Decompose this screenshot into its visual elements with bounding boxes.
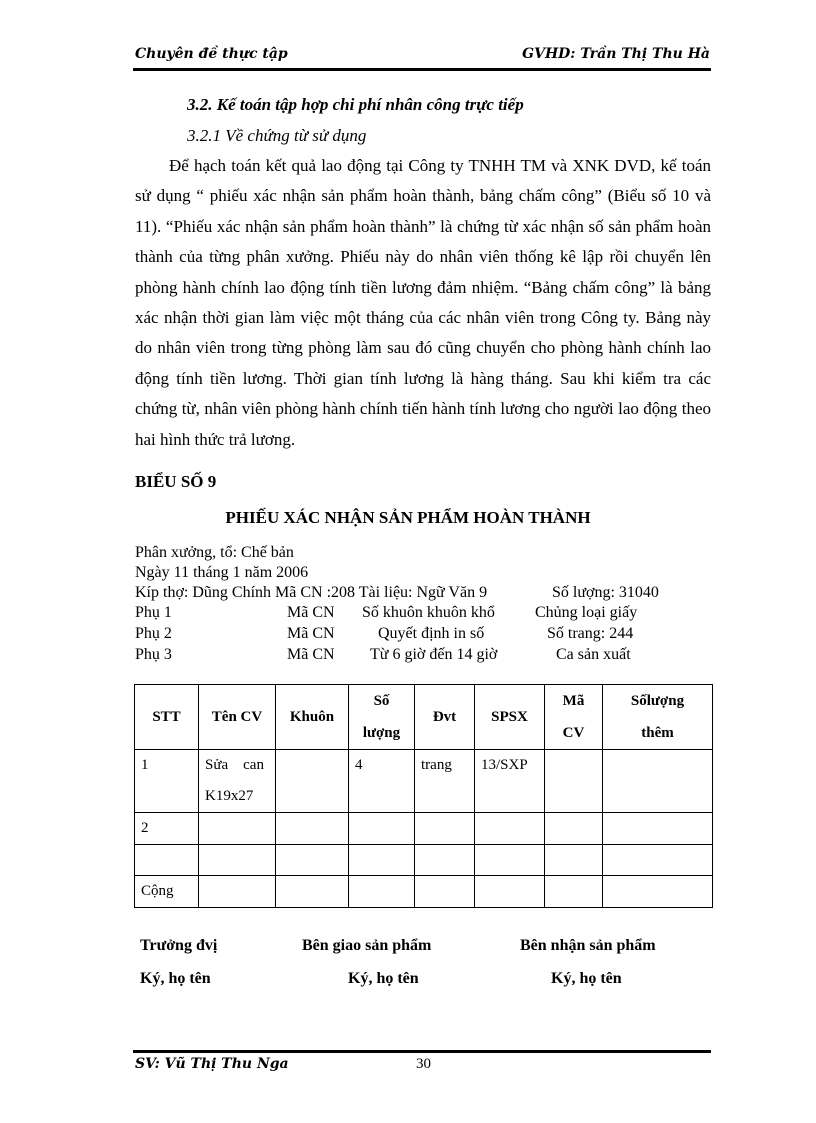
helper-2-col1: Quyết định in số — [378, 625, 485, 642]
row1-ten-cv-line2: K19x27 — [205, 788, 254, 804]
helper-1-code: Mã CN — [287, 604, 335, 621]
workshop-line: Phân xưởng, tổ: Chế bản — [135, 544, 294, 561]
table-total-row — [135, 876, 713, 908]
table-row — [135, 813, 713, 845]
row2-stt: 2 — [135, 813, 199, 845]
header-ma-cv-line2: CV — [562, 725, 585, 741]
helper-3-col2: Ca sản xuất — [556, 646, 631, 663]
header-so-luong-them-line2: thêm — [641, 725, 674, 741]
header-right: GVHD: Trần Thị Thu Hà — [522, 46, 710, 62]
header-ma-cv — [545, 685, 603, 750]
helper-3-name: Phụ 3 — [135, 646, 172, 663]
header-left: Chuyên đề thực tập — [135, 46, 288, 62]
quantity-line: Số lượng: 31040 — [552, 584, 659, 601]
header-so-luong — [349, 685, 415, 750]
row1-so-luong: 4 — [349, 750, 415, 813]
helper-2-code: Mã CN — [287, 625, 335, 642]
signature-title-2: Bên giao sản phẩm — [302, 937, 432, 954]
subsection-heading: 3.2.1 Về chứng từ sử dụng — [187, 126, 367, 145]
helper-1-col2: Chủng loại giấy — [535, 604, 638, 621]
body-paragraph-block — [135, 151, 711, 455]
header-khuon: Khuôn — [276, 685, 349, 750]
header-so-luong-line1: Số — [373, 693, 390, 709]
header-stt: STT — [135, 685, 199, 750]
row1-stt: 1 — [135, 750, 199, 813]
row1-spsx: 13/SXP — [475, 750, 545, 813]
helper-1-name: Phụ 1 — [135, 604, 172, 621]
main-worker-line: Kíp thợ: Dũng Chính Mã CN :208 Tài liệu: Ngữ Văn 9 — [135, 584, 488, 601]
signature-title-3: Bên nhận sản phẩm — [520, 937, 656, 954]
helper-2-col2: Số trang: 244 — [547, 625, 634, 642]
header-rule — [133, 68, 711, 71]
signature-note-3: Ký, họ tên — [551, 970, 622, 987]
header-so-luong-them — [603, 685, 713, 750]
form-title: PHIẾU XÁC NHẬN SẢN PHẨM HOÀN THÀNH — [225, 508, 591, 527]
signature-note-1: Ký, họ tên — [140, 970, 211, 987]
header-dvt: Đvt — [415, 685, 475, 750]
footer-author: SV: Vũ Thị Thu Nga — [135, 1056, 289, 1072]
table-row — [135, 845, 713, 876]
header-ten-cv: Tên CV — [199, 685, 276, 750]
helper-2-name: Phụ 2 — [135, 625, 172, 642]
production-table — [134, 684, 713, 908]
helper-3-col1: Từ 6 giờ đến 14 giờ — [370, 646, 498, 663]
section-heading: 3.2. Kế toán tập hợp chi phí nhân công trực tiếp — [187, 95, 524, 114]
date-line: Ngày 11 tháng 1 năm 2006 — [135, 564, 309, 581]
body-paragraph: Để hạch toán kết quả lao động tại Công ty TNHH TM và XNK DVD, kế toán sử dụng “ phiếu xác nhận sản phẩm hoàn thành, bảng chấm công” (Biểu số 10 và 11). “Phiếu xác nhận sản phẩm hoàn thành” là chứng từ xác nhận số sản phẩm hoàn thành của từng phân xưởng. Phiếu này do nhân viên thống kê lập rồi chuyển lên phòng hành chính lao động tính tiền lương đảm nhiệm. “Bảng chấm công” là bảng xác nhận thời gian làm việc một tháng của các nhân viên trong Công ty. Bảng này do nhân viên trong từng phòng làm sau đó cũng chuyển cho phòng hành chính lao động tính tiền lương. Thời gian tính lương là hàng tháng. Sau khi kiểm tra các chứng từ, nhân viên phòng hành chính tiến hành tính lương cho người lao động theo hai hình thức trả lương. — [135, 156, 711, 449]
page-number: 30 — [416, 1056, 431, 1072]
table-row — [135, 750, 713, 813]
signature-note-2: Ký, họ tên — [348, 970, 419, 987]
row1-ten-cv-line1: Sửa can — [205, 757, 264, 773]
header-so-luong-line2: lượng — [362, 725, 401, 741]
header-spsx: SPSX — [475, 685, 545, 750]
row1-so-luong-them — [603, 750, 713, 813]
table-header-row — [135, 685, 713, 750]
row1-dvt: trang — [415, 750, 475, 813]
header-so-luong-them-line1: Sốlượng — [630, 693, 685, 709]
exhibit-label: BIỂU SỐ 9 — [135, 472, 217, 491]
footer-rule — [133, 1050, 711, 1053]
signature-title-1: Trưởng đvị — [140, 937, 218, 954]
total-label: Cộng — [135, 876, 199, 908]
header-ma-cv-line1: Mã — [562, 693, 585, 709]
row1-ten-cv — [199, 750, 276, 813]
helper-1-col1: Số khuôn khuôn khổ — [362, 604, 495, 621]
row1-ma-cv — [545, 750, 603, 813]
helper-3-code: Mã CN — [287, 646, 335, 663]
row1-khuon — [276, 750, 349, 813]
